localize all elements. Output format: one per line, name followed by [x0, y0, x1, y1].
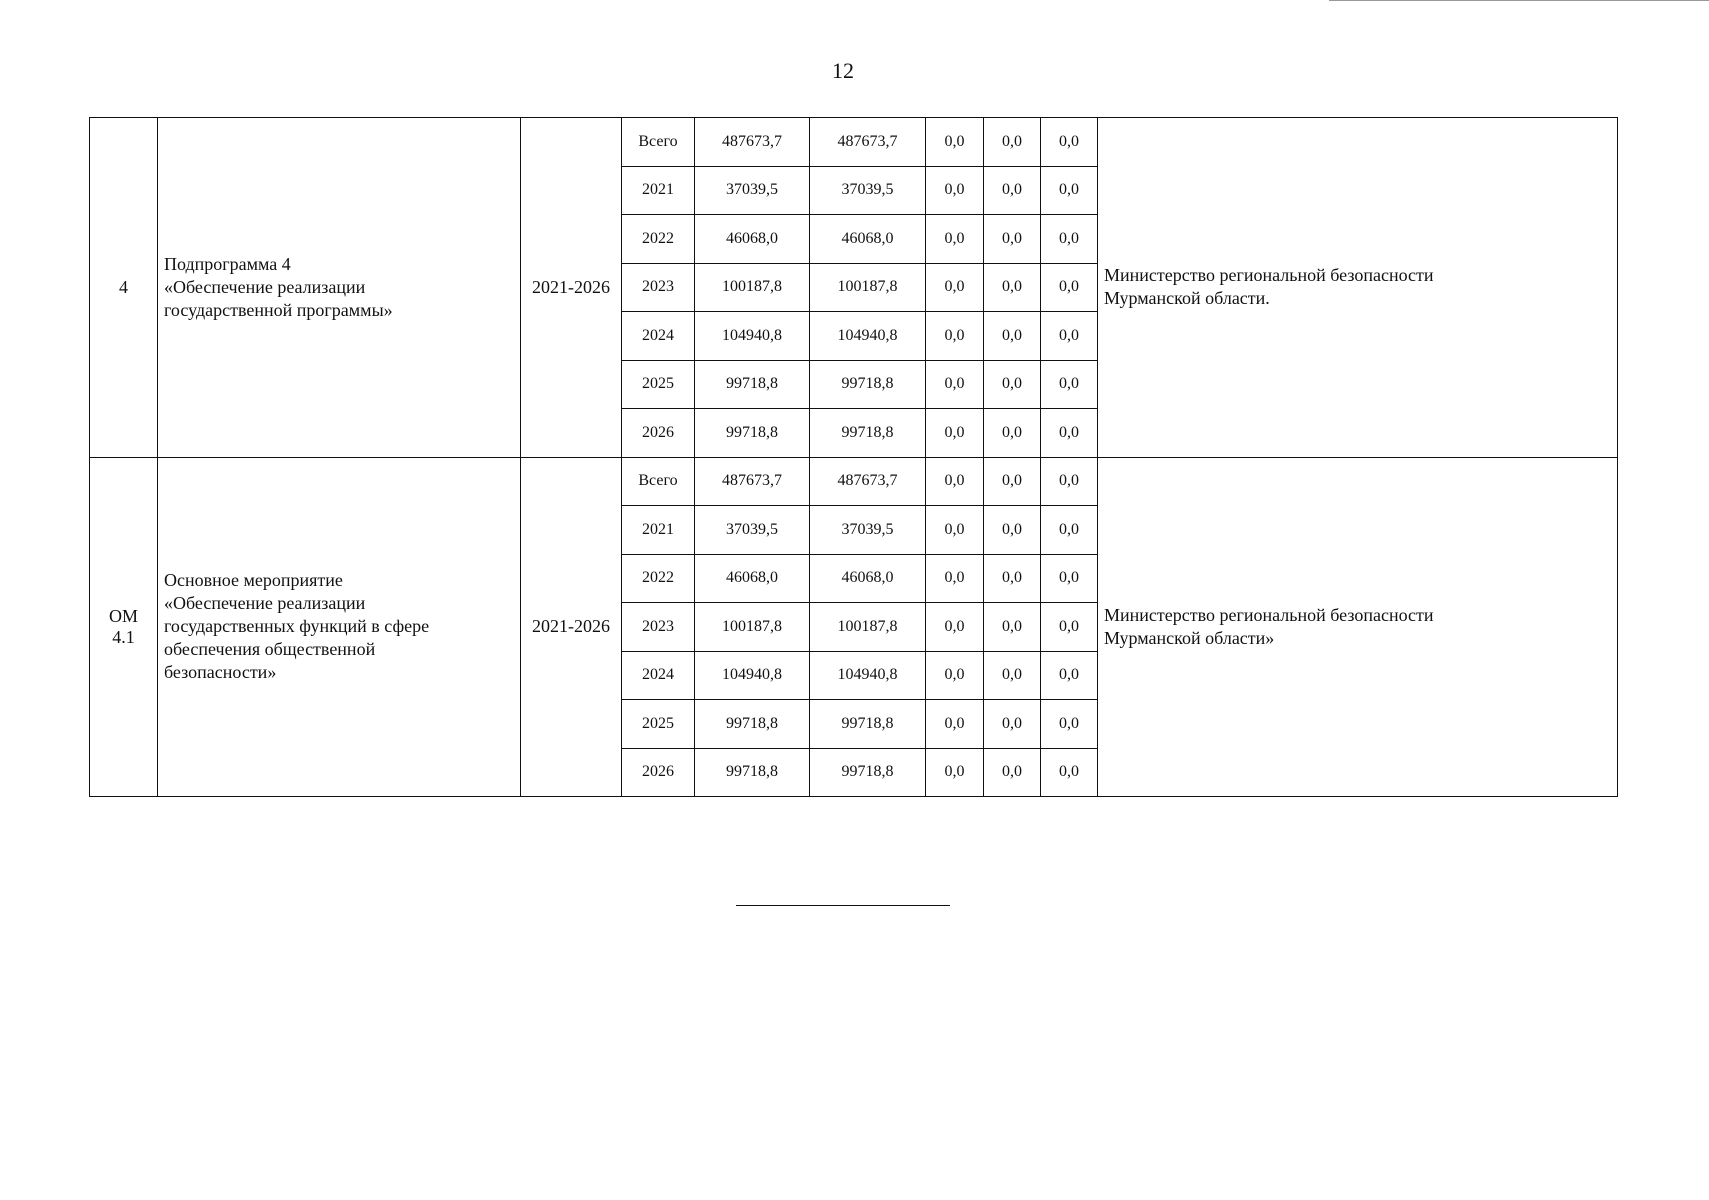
year-cell: Всего: [622, 457, 695, 506]
total-cell: 37039,5: [695, 506, 810, 555]
total-cell: 104940,8: [695, 651, 810, 700]
local-budget-cell: 0,0: [984, 700, 1041, 749]
item-period: 2021-2026: [521, 457, 622, 797]
federal-budget-cell: 0,0: [926, 700, 984, 749]
total-cell: 37039,5: [695, 166, 810, 215]
total-cell: 46068,0: [695, 554, 810, 603]
year-cell: 2025: [622, 360, 695, 409]
federal-budget-cell: 0,0: [926, 166, 984, 215]
federal-budget-cell: 0,0: [926, 457, 984, 506]
item-number: 4: [90, 118, 158, 458]
extrabudget-cell: 0,0: [1041, 651, 1098, 700]
table-row: [90, 118, 1618, 167]
extrabudget-cell: 0,0: [1041, 312, 1098, 361]
regional-budget-cell: 99718,8: [810, 360, 926, 409]
year-cell: Всего: [622, 118, 695, 167]
table-row: [90, 457, 1618, 506]
federal-budget-cell: 0,0: [926, 506, 984, 555]
local-budget-cell: 0,0: [984, 360, 1041, 409]
year-cell: 2026: [622, 748, 695, 797]
table-body: [90, 118, 1618, 797]
federal-budget-cell: 0,0: [926, 554, 984, 603]
year-cell: 2024: [622, 312, 695, 361]
local-budget-cell: 0,0: [984, 118, 1041, 167]
regional-budget-cell: 104940,8: [810, 651, 926, 700]
local-budget-cell: 0,0: [984, 409, 1041, 458]
extrabudget-cell: 0,0: [1041, 263, 1098, 312]
total-cell: 99718,8: [695, 700, 810, 749]
total-cell: 104940,8: [695, 312, 810, 361]
federal-budget-cell: 0,0: [926, 360, 984, 409]
extrabudget-cell: 0,0: [1041, 554, 1098, 603]
year-cell: 2026: [622, 409, 695, 458]
total-cell: 99718,8: [695, 748, 810, 797]
funding-table: [89, 117, 1618, 797]
total-cell: 487673,7: [695, 457, 810, 506]
page-number: 12: [832, 58, 854, 83]
item-title: Подпрограмма 4 «Обеспечение реализации государственной программы»: [158, 118, 521, 458]
extrabudget-cell: 0,0: [1041, 409, 1098, 458]
year-cell: 2023: [622, 263, 695, 312]
regional-budget-cell: 46068,0: [810, 215, 926, 264]
year-cell: 2024: [622, 651, 695, 700]
total-cell: 100187,8: [695, 263, 810, 312]
closing-rule: [736, 905, 950, 906]
federal-budget-cell: 0,0: [926, 748, 984, 797]
extrabudget-cell: 0,0: [1041, 118, 1098, 167]
year-cell: 2025: [622, 700, 695, 749]
federal-budget-cell: 0,0: [926, 409, 984, 458]
regional-budget-cell: 99718,8: [810, 748, 926, 797]
year-cell: 2021: [622, 506, 695, 555]
regional-budget-cell: 104940,8: [810, 312, 926, 361]
year-cell: 2021: [622, 166, 695, 215]
extrabudget-cell: 0,0: [1041, 748, 1098, 797]
year-cell: 2022: [622, 554, 695, 603]
regional-budget-cell: 99718,8: [810, 409, 926, 458]
local-budget-cell: 0,0: [984, 457, 1041, 506]
local-budget-cell: 0,0: [984, 651, 1041, 700]
regional-budget-cell: 487673,7: [810, 457, 926, 506]
total-cell: 487673,7: [695, 118, 810, 167]
year-cell: 2022: [622, 215, 695, 264]
regional-budget-cell: 37039,5: [810, 166, 926, 215]
item-title: Основное мероприятие «Обеспечение реализации государственных функций в сфере обеспечения общественной безопасности»: [158, 457, 521, 797]
total-cell: 99718,8: [695, 409, 810, 458]
scan-edge-line: [1329, 0, 1709, 1]
local-budget-cell: 0,0: [984, 603, 1041, 652]
executor-cell: Министерство региональной безопасности Мурманской области»: [1098, 457, 1618, 797]
regional-budget-cell: 100187,8: [810, 263, 926, 312]
extrabudget-cell: 0,0: [1041, 166, 1098, 215]
local-budget-cell: 0,0: [984, 263, 1041, 312]
local-budget-cell: 0,0: [984, 748, 1041, 797]
extrabudget-cell: 0,0: [1041, 360, 1098, 409]
local-budget-cell: 0,0: [984, 554, 1041, 603]
federal-budget-cell: 0,0: [926, 215, 984, 264]
extrabudget-cell: 0,0: [1041, 506, 1098, 555]
local-budget-cell: 0,0: [984, 166, 1041, 215]
regional-budget-cell: 46068,0: [810, 554, 926, 603]
local-budget-cell: 0,0: [984, 312, 1041, 361]
extrabudget-cell: 0,0: [1041, 700, 1098, 749]
total-cell: 46068,0: [695, 215, 810, 264]
federal-budget-cell: 0,0: [926, 603, 984, 652]
federal-budget-cell: 0,0: [926, 118, 984, 167]
extrabudget-cell: 0,0: [1041, 457, 1098, 506]
item-number: ОМ 4.1: [90, 457, 158, 797]
regional-budget-cell: 37039,5: [810, 506, 926, 555]
regional-budget-cell: 99718,8: [810, 700, 926, 749]
local-budget-cell: 0,0: [984, 506, 1041, 555]
executor-cell: Министерство региональной безопасности Мурманской области.: [1098, 118, 1618, 458]
total-cell: 100187,8: [695, 603, 810, 652]
extrabudget-cell: 0,0: [1041, 215, 1098, 264]
federal-budget-cell: 0,0: [926, 651, 984, 700]
regional-budget-cell: 100187,8: [810, 603, 926, 652]
year-cell: 2023: [622, 603, 695, 652]
item-period: 2021-2026: [521, 118, 622, 458]
regional-budget-cell: 487673,7: [810, 118, 926, 167]
federal-budget-cell: 0,0: [926, 312, 984, 361]
extrabudget-cell: 0,0: [1041, 603, 1098, 652]
total-cell: 99718,8: [695, 360, 810, 409]
local-budget-cell: 0,0: [984, 215, 1041, 264]
federal-budget-cell: 0,0: [926, 263, 984, 312]
